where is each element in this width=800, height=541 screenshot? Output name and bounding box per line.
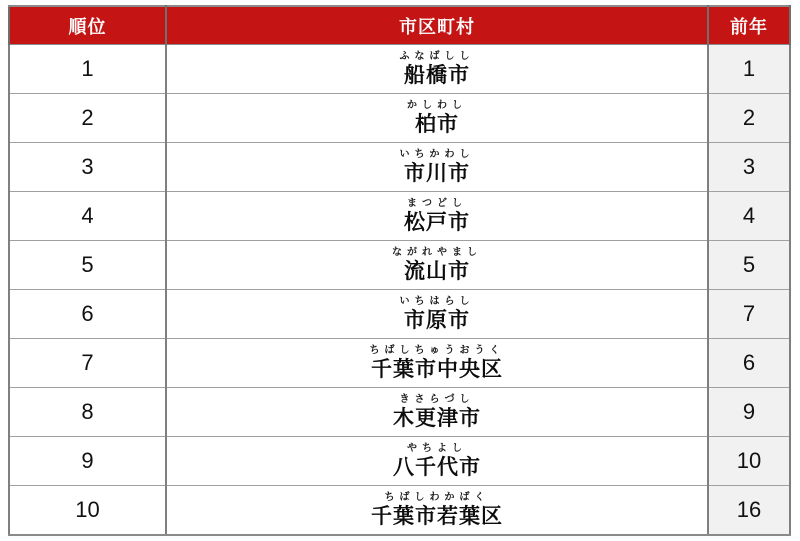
header-row [9, 6, 790, 45]
header-rank: 順位 [9, 6, 166, 45]
furigana: ながれやまし [392, 246, 482, 258]
municipality-cell [166, 241, 708, 290]
previous-year-cell: 7 [708, 290, 790, 339]
furigana: いちかわし [399, 148, 475, 160]
municipality-cell [166, 437, 708, 486]
rank-cell: 6 [9, 290, 166, 339]
furigana: やちよし [407, 442, 467, 454]
municipality-name: 千葉市若葉区 [371, 504, 503, 528]
rank-cell: 8 [9, 388, 166, 437]
rank-cell: 4 [9, 192, 166, 241]
rank-cell: 2 [9, 94, 166, 143]
municipality-ranking-table [8, 5, 791, 536]
header-previous-year: 前年 [708, 6, 790, 45]
table-row [9, 486, 790, 536]
municipality-name: 柏市 [415, 112, 459, 136]
previous-year-cell: 16 [708, 486, 790, 536]
rank-cell: 7 [9, 339, 166, 388]
municipality-name: 市原市 [404, 308, 470, 332]
table-row [9, 94, 790, 143]
municipality-name: 流山市 [404, 259, 470, 283]
previous-year-cell: 9 [708, 388, 790, 437]
table-row [9, 290, 790, 339]
previous-year-cell: 5 [708, 241, 790, 290]
municipality-name: 市川市 [404, 161, 470, 185]
municipality-cell [166, 388, 708, 437]
table-row [9, 388, 790, 437]
municipality-name: 木更津市 [393, 406, 481, 430]
header-municipality: 市区町村 [166, 6, 708, 45]
rank-cell: 5 [9, 241, 166, 290]
previous-year-cell: 4 [708, 192, 790, 241]
table-row [9, 143, 790, 192]
municipality-name: 船橋市 [404, 63, 470, 87]
municipality-name: 松戸市 [404, 210, 470, 234]
table-row [9, 339, 790, 388]
furigana: かしわし [407, 99, 467, 111]
municipality-name: 千葉市中央区 [371, 357, 503, 381]
previous-year-cell: 6 [708, 339, 790, 388]
municipality-cell [166, 486, 708, 536]
previous-year-cell: 10 [708, 437, 790, 486]
table-row [9, 437, 790, 486]
table-row [9, 45, 790, 94]
furigana: いちはらし [399, 295, 475, 307]
rank-cell: 9 [9, 437, 166, 486]
municipality-cell [166, 45, 708, 94]
rank-cell: 1 [9, 45, 166, 94]
furigana: まつどし [407, 197, 467, 209]
furigana: きさらづし [399, 393, 475, 405]
municipality-cell [166, 290, 708, 339]
municipality-cell [166, 339, 708, 388]
previous-year-cell: 3 [708, 143, 790, 192]
table-row [9, 241, 790, 290]
furigana: ちばしちゅうおうく [369, 344, 505, 356]
previous-year-cell: 1 [708, 45, 790, 94]
furigana: ちばしわかばく [384, 491, 490, 503]
rank-cell: 3 [9, 143, 166, 192]
municipality-cell [166, 94, 708, 143]
municipality-cell [166, 143, 708, 192]
rank-cell: 10 [9, 486, 166, 536]
table-row [9, 192, 790, 241]
municipality-cell [166, 192, 708, 241]
furigana: ふなばしし [399, 50, 475, 62]
previous-year-cell: 2 [708, 94, 790, 143]
municipality-name: 八千代市 [393, 455, 481, 479]
